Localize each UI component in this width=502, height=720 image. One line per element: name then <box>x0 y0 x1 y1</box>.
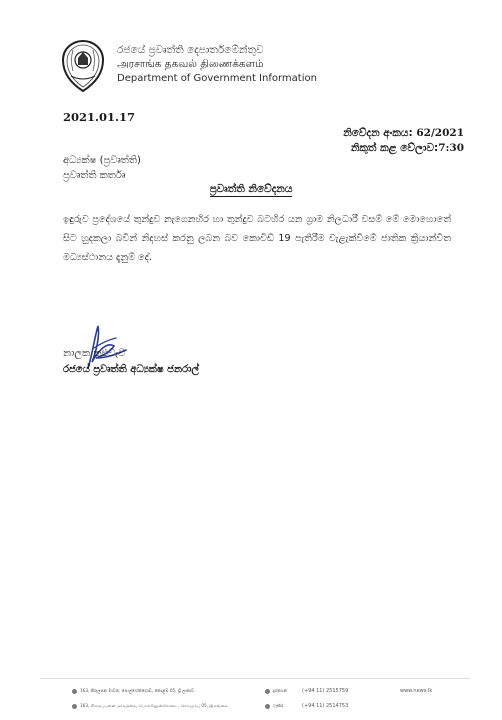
body-paragraph: ඉඳුරුව ප්‍රදේශයේ තුන්දුව නැගෙනහිර හා තුන්දුව බටහිර යන ග්‍රාම නිලධාරී වසම් මේ මොහොතේ සිට හුදකලා බවින් නිදහස් කරනු ලබන බව කොවිඩ් 19 පැතිරීම වැළැක්වීමේ ජාතික ක්‍රියාන්විත මධ්‍යස්ථානය දැනුම් දේ. <box>63 214 451 263</box>
department-name-sinhala: රජයේ ප්‍රවෘත්ති දෙපාර්තමේන්තුව <box>117 44 264 56</box>
signatory-name: නාලක කළුවැව <box>63 348 126 359</box>
phone-icon <box>265 689 270 694</box>
footer-fax: (+94 11) 2514753 <box>302 703 349 709</box>
address-bullet-icon <box>72 704 77 709</box>
footer-fax-label: ෆැක්ස් <box>273 703 284 708</box>
document-date: 2021.01.17 <box>63 110 136 124</box>
footer-website-link[interactable]: www.news.lk <box>400 688 433 694</box>
footer-divider <box>40 678 470 679</box>
subject-text: ප්‍රවෘත්ති නිවේදනය <box>209 183 293 195</box>
issued-time-value: 7:30 <box>438 142 464 154</box>
issued-time <box>351 142 464 155</box>
footer-address-tamil: 163, கிருலப்பனை மாவத்தை, பொல்ஹேன்கொடை, கொழும்பு 05, இலங்கை. <box>80 703 229 708</box>
address-bullet-icon <box>72 689 77 694</box>
release-number-value: 62/2021 <box>416 127 464 139</box>
release-number-label: නිවේදන අංකය: <box>343 127 413 139</box>
issued-time-label: නිකුත් කළ වේලාව: <box>350 142 439 154</box>
footer-address-sinhala: 163, කිරුලපන මාවත, පොල්හේන්ගොඩ, කොළඹ 05, ශ්‍රී ලංකාව. <box>80 688 196 693</box>
addressee-news-editor: ප්‍රවෘත්ති කර්තෘ <box>63 170 126 181</box>
department-name-english: Department of Government Information <box>117 73 317 84</box>
footer-phone-label: දුරකථන <box>273 688 288 693</box>
subject-heading <box>0 183 502 196</box>
signatory-title: රජයේ ප්‍රවෘත්ති අධ්‍යක්ෂ ජනරාල් <box>63 364 200 375</box>
release-number <box>343 127 464 140</box>
department-name-tamil: அரசாங்க தகவல் திணைக்களம் <box>117 58 264 70</box>
addressee-director-news: අධ්‍යක්ෂ (ප්‍රවෘත්ති) <box>63 155 141 166</box>
government-emblem-icon <box>58 38 108 94</box>
footer-phone: (+94 11) 2515759 <box>302 688 349 694</box>
fax-icon <box>265 704 270 709</box>
